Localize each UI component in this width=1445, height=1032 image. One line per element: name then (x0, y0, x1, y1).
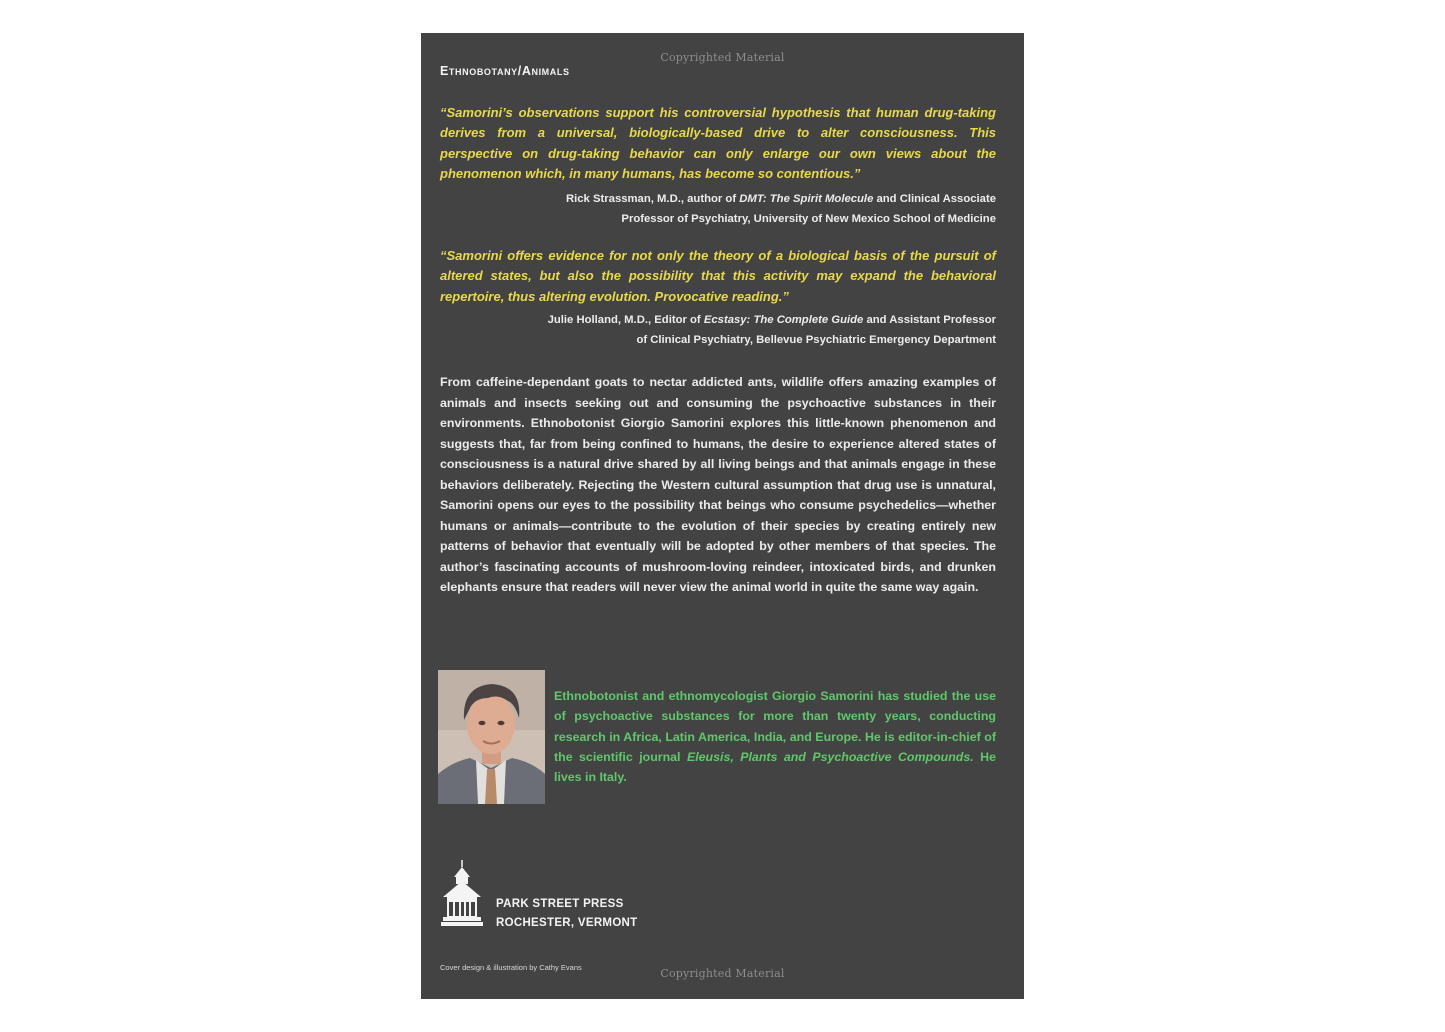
back-cover (421, 33, 1024, 999)
cover-credit: Cover design & illustration by Cathy Evans (440, 963, 582, 972)
watermark-bottom: Copyrighted Material (660, 967, 785, 980)
endorsement-attribution-1: Rick Strassman, M.D., author of DMT: The Spirit Molecule and Clinical Associate Professor of Psychiatry, University of New Mexico School of Medicine (565, 193, 996, 225)
author-photo (438, 670, 545, 804)
publisher-logo (441, 859, 483, 927)
book-description: From caffeine-dependant goats to nectar addicted ants, wildlife offers amazing examples of animals and insects seeking out and consuming the psychoactive substances in their environments. Ethnobotonist Giorgio Samorini explores this little-known phenomenon and suggests that, far from being confined to humans, the desire to experience altered states of consciousness is a natural drive shared by all living beings and that animals engage in these behaviors deliberately. Rejecting the Western cultural assumption that drug use is unnatural, Samorini opens our eyes to the possibility that beings who consume psychedelics—whether humans or animals—contribute to the evolution of their species by creating entirely new patterns of behavior that eventually will be adopted by other members of that species. The author’s fascinating accounts of mushroom-loving reindeer, intoxicated birds, and drunken elephants ensure that readers will never view the animal world in quite the same way again. (440, 375, 996, 595)
endorsement-quote-2: “Samorini offers evidence for not only the theory of a biological basis of the pursuit of altered states, but also the possibility that this activity may expand the behavioral repertoire, thus altering evolution. Provocative reading.” (440, 248, 996, 304)
author-bio: Ethnobotonist and ethnomycologist Giorgio Samorini has studied the use of psychoactive substances for more than twenty years, conducting research in Africa, Latin America, India, and Europe. He is editor-in-chief of the scientific journal Eleusis, Plants and Psychoactive Compounds. He lives in Italy. (554, 689, 996, 785)
publisher-location: ROCHESTER, VERMONT (496, 917, 638, 929)
publisher-info (496, 895, 638, 933)
category-label: Ethnobotany/Animals (440, 64, 570, 78)
watermark-top: Copyrighted Material (660, 51, 785, 64)
publisher-name: PARK STREET PRESS (496, 898, 624, 910)
endorsement-quote-1: “Samorini’s observations support his controversial hypothesis that human drug-taking derives from a universal, biologically-based drive to alter consciousness. This perspective on drug-taking behavior can only enlarge our own views about the phenomenon which, in many humans, has become so contentious.” (440, 105, 996, 181)
endorsement-attribution-2: Julie Holland, M.D., Editor of Ecstasy: The Complete Guide and Assistant Professor of Clinical Psychiatry, Bellevue Psychiatric Emergency Department (547, 314, 996, 346)
